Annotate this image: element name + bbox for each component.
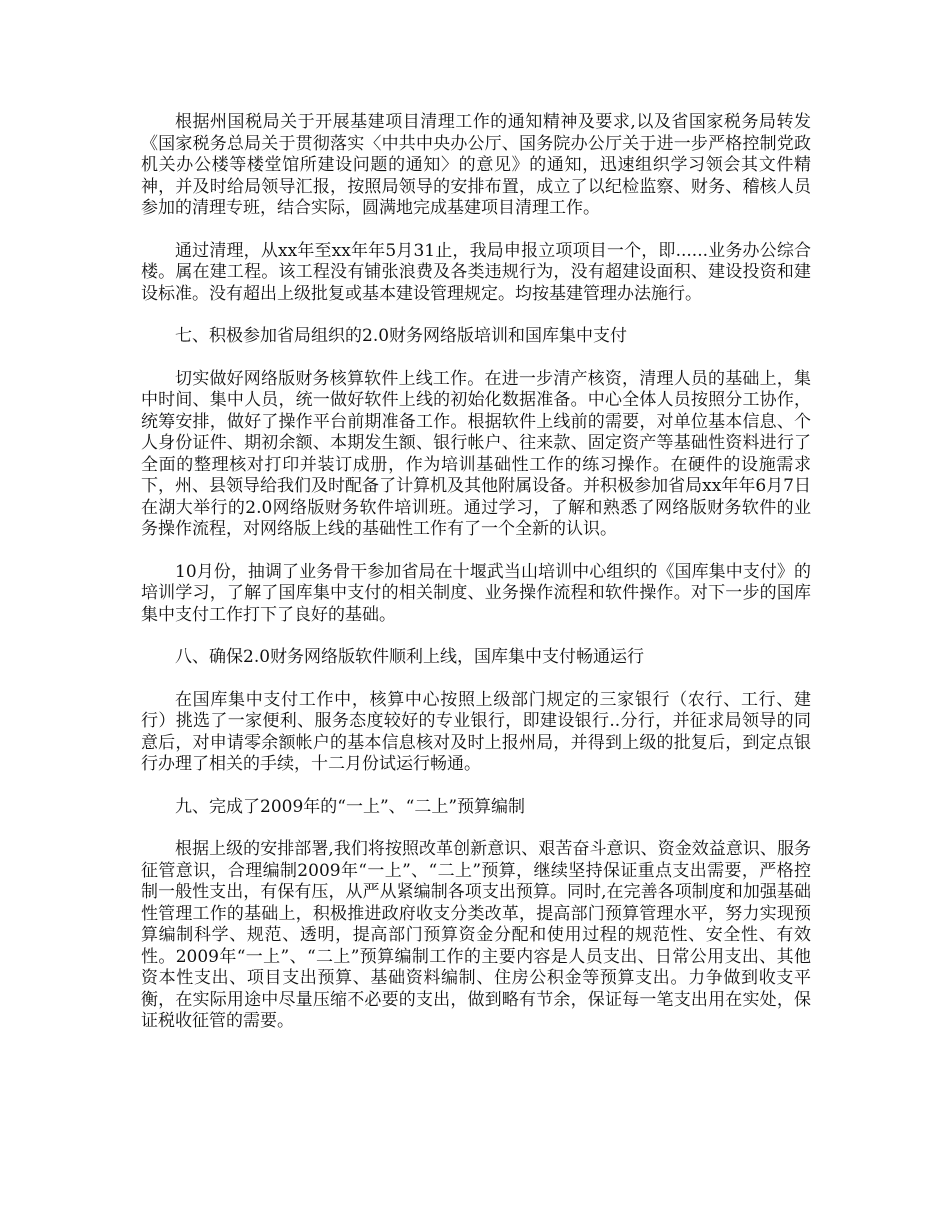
section-heading-7: 七、积极参加省局组织的2.0财务网络版培训和国库集中支付 bbox=[175, 326, 628, 346]
paragraph-cleanup-result: 通过清理，从xx年至xx年年5月31止，我局申报立项项目一个，即......业务办公综合楼。属在建工程。该工程没有铺张浪费及各类违规行为，没有超建设面积、建设投资和建设标准。没有超出上级批复或基本建设管理规定。均按基建管理办法施行。 bbox=[141, 240, 811, 304]
document-page bbox=[141, 112, 811, 1054]
section-heading-9: 九、完成了2009年的“一上”、“二上”预算编制 bbox=[175, 796, 526, 817]
section-heading-8: 八、确保2.0财务网络版软件顺利上线，国库集中支付畅通运行 bbox=[175, 647, 645, 667]
paragraph-treasury-payment: 在国库集中支付工作中，核算中心按照上级部门规定的三家银行（农行、工行、建行）挑选了一家便利、服务态度较好的专业银行，即建设银行..分行，并征求局领导的同意后，对申请零余额帐户的基本信息核对及时上报州局，并得到上级的批复后，到定点银行办理了相关的手续，十二月份试运行畅通。 bbox=[141, 689, 811, 774]
paragraph-infrastructure-cleanup: 根据州国税局关于开展基建项目清理工作的通知精神及要求,以及省国家税务局转发《国家税务总局关于贯彻落实〈中共中央办公厅、国务院办公厅关于进一步严格控制党政机关办公楼等楼堂馆所建设问题的通知〉的意见》的通知，迅速组织学习领会其文件精神，并及时给局领导汇报，按照局领导的安排布置，成立了以纪检监察、财务、稽核人员参加的清理专班，结合实际，圆满地完成基建项目清理工作。 bbox=[141, 112, 811, 218]
paragraph-software-launch: 切实做好网络版财务核算软件上线工作。在进一步清产核资，清理人员的基础上，集中时间、集中人员，统一做好软件上线的初始化数据准备。中心全体人员按照分工协作，统筹安排，做好了操作平台前期准备工作。根据软件上线前的需要，对单位基本信息、个人身份证件、期初余额、本期发生额、银行帐户、往来款、固定资产等基础性资料进行了全面的整理核对打印并装订成册，作为培训基础性工作的练习操作。在硬件的设施需求下，州、县领导给我们及时配备了计算机及其他附属设备。并积极参加省局xx年年6月7日在湖大举行的2.0网络版财务软件培训班。通过学习，了解和熟悉了网络版财务软件的业务操作流程，对网络版上线的基础性工作有了一个全新的认识。 bbox=[141, 368, 811, 539]
paragraph-budget-compilation: 根据上级的安排部署,我们将按照改革创新意识、艰苦奋斗意识、资金效益意识、服务征管意识，合理编制2009年“一上”、“二上”预算，继续坚持保证重点支出需要，严格控制一般性支出，有保有压，从严从紧编制各项支出预算。同时,在完善各项制度和加强基础性管理工作的基础上，积极推进政府收支分类改革，提高部门预算管理水平，努力实现预算编制科学、规范、透明，提高部门预算资金分配和使用过程的规范性、安全性、有效性。2009年“一上”、“二上”预算编制工作的主要内容是人员支出、日常公用支出、其他资本性支出、项目支出预算、基础资料编制、住房公积金等预算支出。力争做到收支平衡，在实际用途中尽量压缩不必要的支出，做到略有节余，保证每一笔支出用在实处，保证税收征管的需要。 bbox=[141, 839, 811, 1031]
paragraph-treasury-training: 10月份，抽调了业务骨干参加省局在十堰武当山培训中心组织的《国库集中支付》的培训学习，了解了国库集中支付的相关制度、业务操作流程和软件操作。对下一步的国库集中支付工作打下了良好的基础。 bbox=[141, 561, 811, 625]
